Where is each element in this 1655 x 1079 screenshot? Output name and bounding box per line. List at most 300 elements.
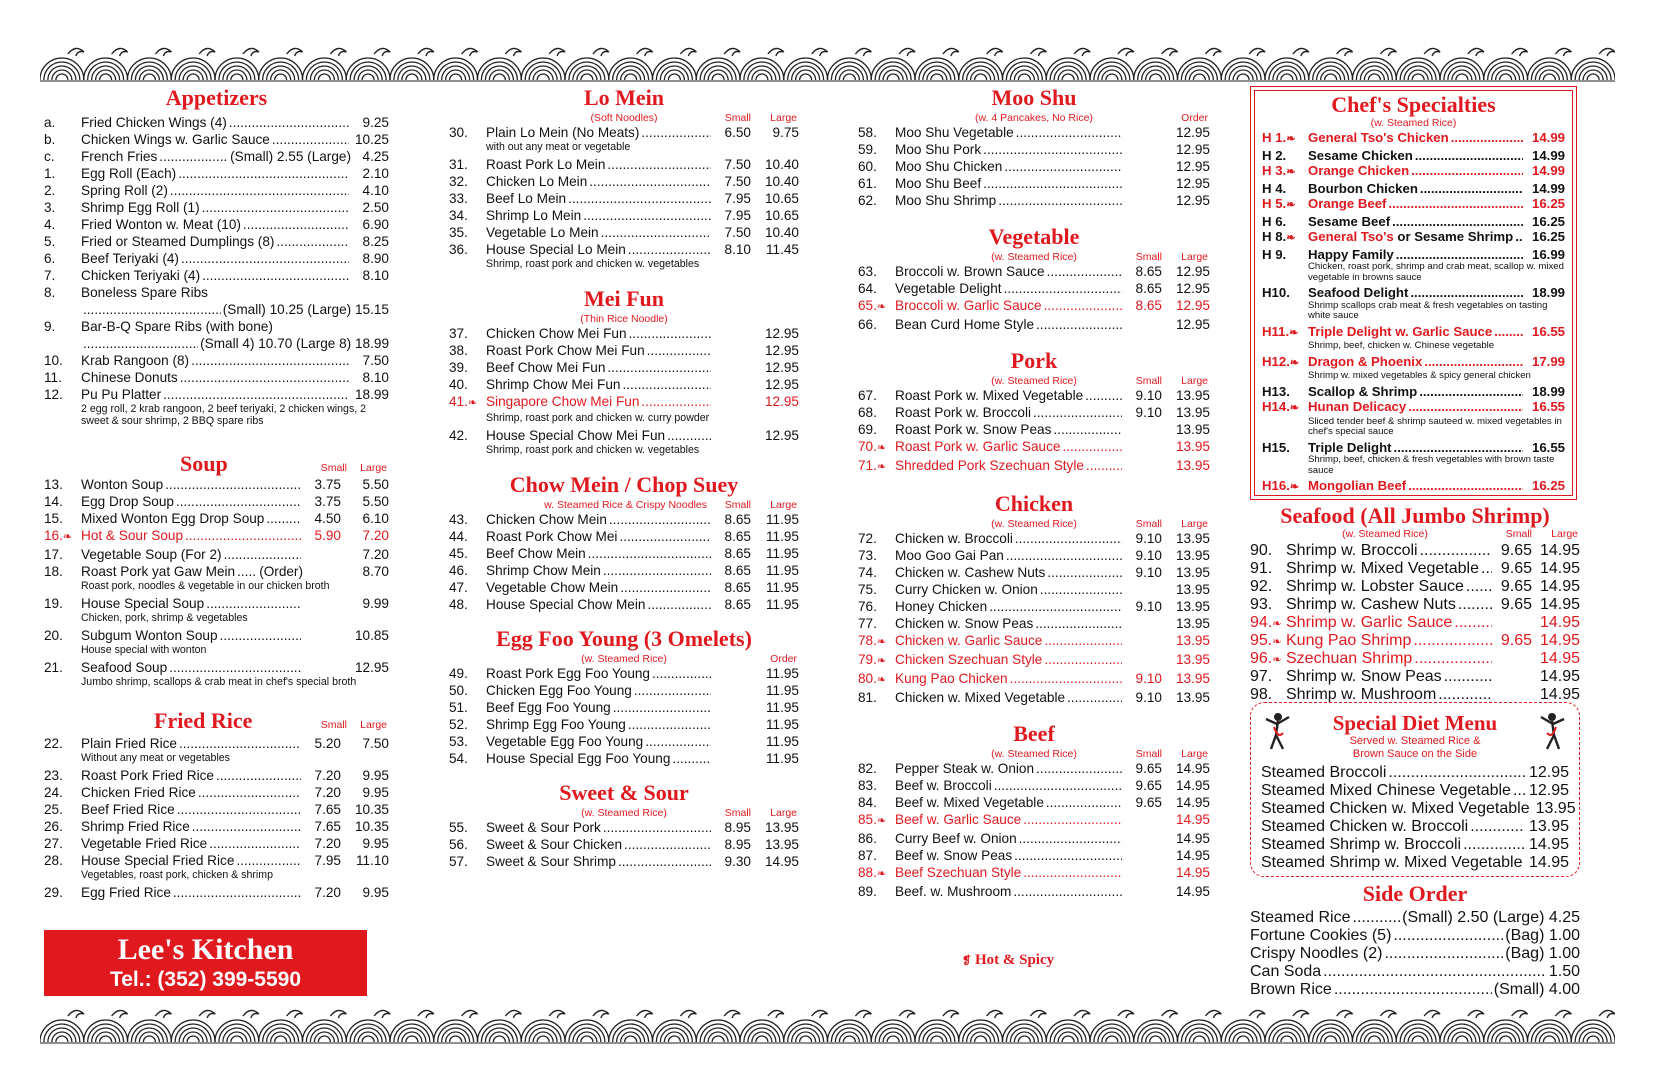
item-number xyxy=(1262,478,1308,496)
item-number xyxy=(1250,578,1286,596)
item-number xyxy=(1262,181,1308,197)
item-price-small: 9.10 xyxy=(1135,405,1162,420)
item-price-large: 10.40 xyxy=(764,225,799,240)
menu-item-row xyxy=(858,192,1210,209)
item-name: Moo Shu Pork xyxy=(895,142,982,157)
menu-item-row xyxy=(449,427,799,444)
menu-item-row xyxy=(44,835,389,852)
item-name: Roast Pork Egg Foo Young xyxy=(486,666,650,681)
item-price-large: 12.95 xyxy=(764,377,799,392)
dot-leader xyxy=(628,716,711,733)
item-description: 2 egg roll, 2 krab rangoon, 2 beef teriyaki, 2 chicken wings, 2 sweet & sour shrimp, 2 BBQ spare ribs xyxy=(81,403,367,427)
dot-leader xyxy=(1023,811,1122,828)
dot-leader xyxy=(243,216,349,233)
menu-item-row xyxy=(449,562,799,579)
menu-item-row xyxy=(1250,927,1580,945)
dot-leader xyxy=(229,114,349,131)
item-price-large: 14.95 xyxy=(1539,560,1580,577)
item-price-large: 9.95 xyxy=(362,768,389,783)
item-number-text: 76. xyxy=(858,599,877,614)
small-header: Small xyxy=(320,719,347,731)
dot-leader xyxy=(989,598,1122,615)
menu-item-row xyxy=(858,777,1210,794)
section-title: Chicken xyxy=(994,491,1074,516)
dot-leader xyxy=(620,579,711,596)
menu-item-row xyxy=(1262,229,1565,247)
item-number xyxy=(44,369,81,386)
item-price-large: 14.95 xyxy=(764,854,799,869)
item-number-text: 20. xyxy=(44,628,63,643)
item-price-large: 12.95 xyxy=(1175,125,1210,140)
item-number xyxy=(44,510,81,527)
item-number-text: 10. xyxy=(44,353,63,368)
item-price: 2.50 xyxy=(362,200,389,215)
item-price-large: 13.95 xyxy=(1528,818,1569,835)
item-name: Chicken Egg Foo Young xyxy=(486,683,632,698)
item-number-text: H10. xyxy=(1262,285,1290,300)
dot-leader xyxy=(1444,668,1492,686)
item-number-text: 74. xyxy=(858,565,877,580)
dot-leader xyxy=(983,175,1122,192)
item-number-text: 18. xyxy=(44,564,63,579)
item-number xyxy=(1262,324,1308,342)
section-lo-mein xyxy=(449,86,799,270)
item-number xyxy=(1250,614,1286,632)
item-name: Hot & Sour Soup xyxy=(81,528,184,543)
item-price: 18.99 xyxy=(354,387,389,402)
item-number-text: 8. xyxy=(44,285,56,300)
dot-leader xyxy=(613,699,711,716)
item-price-large: 14.95 xyxy=(1175,761,1210,776)
chili-icon: ❧ xyxy=(876,674,887,686)
column-1 xyxy=(44,86,389,901)
item-price-small: 7.50 xyxy=(724,157,751,172)
item-number-text: H 8. xyxy=(1262,229,1287,244)
item-list xyxy=(858,263,1210,333)
chili-icon: ❧ xyxy=(876,815,887,827)
item-number-text: 65. xyxy=(858,298,877,313)
item-name: Beef w. Broccoli xyxy=(895,778,992,793)
item-price-large: 14.95 xyxy=(1528,836,1569,853)
small-header: Small xyxy=(1505,528,1532,540)
item-price-small: 8.95 xyxy=(724,837,751,852)
dot-leader xyxy=(191,352,349,369)
item-number xyxy=(44,284,81,301)
item-number xyxy=(44,835,81,852)
item-number-text: 84. xyxy=(858,795,877,810)
section-egg-foo-young xyxy=(449,627,799,767)
item-number-text: 30. xyxy=(449,125,468,140)
special-diet-box xyxy=(1250,702,1580,877)
section-title: Beef xyxy=(1013,721,1055,746)
item-number-text: 59. xyxy=(858,142,877,157)
item-name: Egg Fried Rice xyxy=(81,885,171,900)
menu-item-row xyxy=(44,546,389,563)
dot-leader xyxy=(998,192,1122,209)
small-header: Small xyxy=(1135,748,1162,760)
dot-leader xyxy=(1481,560,1492,578)
menu-item-row xyxy=(858,175,1210,192)
item-description: Roast pork, noodles & vegetable in our chicken broth xyxy=(81,580,330,592)
chili-icon: ❧ xyxy=(876,655,887,667)
item-number-text: 27. xyxy=(44,836,63,851)
item-name: Chicken w. Mixed Vegetable xyxy=(895,690,1066,705)
item-name: Broccoli w. Garlic Sauce xyxy=(895,298,1042,313)
item-price-large: 14.95 xyxy=(1175,884,1210,899)
menu-item-row xyxy=(449,596,799,613)
item-number-text: 70. xyxy=(858,439,877,454)
item-number xyxy=(44,148,81,165)
item-number-text: H12. xyxy=(1262,353,1290,369)
item-name: Shrimp w. Snow Peas xyxy=(1286,668,1442,685)
item-number xyxy=(1250,542,1286,560)
item-number-text: 5. xyxy=(44,234,56,249)
dot-leader xyxy=(1067,689,1122,706)
item-number xyxy=(858,547,895,564)
item-name: Roast Pork Lo Mein xyxy=(486,157,606,172)
dot-leader xyxy=(622,376,711,393)
item-description: Shrimp, roast pork and chicken w. vegetables xyxy=(486,258,700,270)
item-name: Shrimp w. Garlic Sauce xyxy=(1286,614,1453,631)
item-number xyxy=(1262,247,1308,263)
menu-item-row xyxy=(1250,909,1580,927)
item-name: Roast Pork w. Snow Peas xyxy=(895,422,1052,437)
chili-icon: ❧ xyxy=(1286,232,1296,244)
item-number xyxy=(858,847,895,864)
item-number-text: H 3. xyxy=(1262,163,1287,178)
item-name: Singapore Chow Mei Fun xyxy=(486,394,640,409)
item-name: Chicken Wings w. Garlic Sauce xyxy=(81,132,270,147)
item-name: Subgum Wonton Soup xyxy=(81,628,218,643)
section-note: (w. Steamed Rice) xyxy=(581,807,667,819)
menu-item-row xyxy=(858,141,1210,158)
large-header: Large xyxy=(1551,528,1578,540)
menu-item-row xyxy=(1262,130,1565,148)
menu-item-row xyxy=(44,818,389,835)
item-name: Roast Pork yat Gaw Mein xyxy=(81,564,236,579)
item-name: Pepper Steak w. Onion xyxy=(895,761,1035,776)
dot-leader xyxy=(177,801,301,818)
item-name: Curry Chicken w. Onion xyxy=(895,582,1038,597)
dot-leader xyxy=(1004,158,1122,175)
menu-item-row xyxy=(1250,981,1580,999)
item-number-text: 35. xyxy=(449,225,468,240)
item-price: 16.55 xyxy=(1531,399,1565,414)
item-price-large: 11.95 xyxy=(765,512,799,527)
section-appetizers xyxy=(44,86,389,427)
restaurant-phone: Tel.: (352) 399-5590 xyxy=(109,968,302,991)
item-number xyxy=(858,581,895,598)
item-number xyxy=(1262,384,1308,400)
menu-item-row xyxy=(858,830,1210,847)
item-number-text: 80. xyxy=(858,671,877,686)
item-name: Plain Lo Mein (No Meats) xyxy=(486,125,640,140)
dot-leader xyxy=(1494,324,1523,340)
hot-spicy-label: Hot & Spicy xyxy=(974,952,1055,968)
item-name: Broccoli w. Brown Sauce xyxy=(895,264,1045,279)
item-number-text: c. xyxy=(44,149,55,164)
item-number xyxy=(449,733,486,750)
item-list xyxy=(858,124,1210,209)
item-name: Shrimp w. Cashew Nuts xyxy=(1286,596,1456,613)
dot-leader xyxy=(607,156,711,173)
item-number xyxy=(1250,632,1286,650)
item-price-large: 14.95 xyxy=(1539,578,1580,595)
item-price-small: 9.65 xyxy=(1135,761,1162,776)
dot-leader xyxy=(647,342,711,359)
large-header: Large xyxy=(770,499,797,511)
item-number-text: 48. xyxy=(449,597,468,612)
menu-item-row xyxy=(858,883,1210,900)
item-name: Chicken Lo Mein xyxy=(486,174,588,189)
item-number-text: 51. xyxy=(449,700,468,715)
item-name: Roast Pork w. Broccoli xyxy=(895,405,1031,420)
menu-item-row xyxy=(44,627,389,644)
item-name: Moo Shu Vegetable xyxy=(895,125,1014,140)
item-price: 8.10 xyxy=(362,268,389,283)
item-number-text: 92. xyxy=(1250,578,1273,595)
item-number-text: a. xyxy=(44,115,56,130)
item-price-large: 11.95 xyxy=(765,717,799,732)
item-number-text: 85. xyxy=(858,812,877,827)
dot-leader xyxy=(1513,782,1525,800)
item-number xyxy=(858,670,895,689)
item-number-text: 45. xyxy=(449,546,468,561)
item-list xyxy=(449,511,799,613)
item-number-text: 17. xyxy=(44,547,63,562)
item-price-large: 12.95 xyxy=(1175,193,1210,208)
menu-item-row xyxy=(858,794,1210,811)
section-note: (w. 4 Pancakes, No Rice) xyxy=(975,112,1093,124)
item-number-text: 89. xyxy=(858,884,877,899)
item-number xyxy=(44,199,81,216)
menu-item-row xyxy=(44,165,389,182)
item-price-small: 7.50 xyxy=(724,174,751,189)
column-3 xyxy=(858,86,1210,900)
item-price-large: 13.95 xyxy=(1175,388,1210,403)
item-price-large: 13.95 xyxy=(1175,405,1210,420)
item-number xyxy=(449,359,486,376)
item-name: Fried Chicken Wings (4) xyxy=(81,115,227,130)
dot-leader xyxy=(1053,421,1122,438)
item-number-text: 46. xyxy=(449,563,468,578)
dot-leader xyxy=(237,563,257,580)
item-name: House Special Chow Mei Fun xyxy=(486,428,666,443)
item-number-text: 82. xyxy=(858,761,877,776)
section-note: (w. Steamed Rice) xyxy=(991,375,1077,387)
item-list xyxy=(449,665,799,767)
item-number-text: 71. xyxy=(858,458,877,473)
menu-item-row xyxy=(44,735,389,752)
menu-item-row xyxy=(449,545,799,562)
item-number-text: b. xyxy=(44,132,56,147)
menu-item-row xyxy=(858,847,1210,864)
dancer-figure-icon xyxy=(1261,709,1295,753)
item-price-small: 6.50 xyxy=(724,125,751,140)
menu-item-row xyxy=(44,148,389,165)
item-price-large: 14.95 xyxy=(1539,614,1580,631)
item-price-large: 14.95 xyxy=(1539,542,1580,559)
item-number xyxy=(858,421,895,438)
menu-item-row xyxy=(1261,782,1569,800)
item-price-large: 11.95 xyxy=(765,666,799,681)
item-name: Scallop & Shrimp xyxy=(1308,383,1418,399)
dot-leader xyxy=(1044,297,1122,314)
large-header: Large xyxy=(1181,375,1208,387)
item-number-text: 24. xyxy=(44,785,63,800)
item-number xyxy=(1262,285,1308,301)
item-price-small: 9.10 xyxy=(1135,690,1162,705)
menu-item-row xyxy=(1262,247,1565,263)
menu-item-row xyxy=(1262,196,1565,214)
chili-icon: ❧ xyxy=(1289,402,1300,414)
small-header: Small xyxy=(724,807,751,819)
item-price-small: 7.20 xyxy=(314,768,341,783)
item-price-large: 11.45 xyxy=(765,242,799,257)
item-price-large: 13.95 xyxy=(1175,690,1210,705)
chili-icon: ❧ xyxy=(876,461,887,473)
item-price-large: 11.95 xyxy=(765,563,799,578)
item-price-large: 14.95 xyxy=(1539,668,1580,685)
section-title: Egg Foo Young (3 Omelets) xyxy=(496,626,752,651)
item-number xyxy=(449,342,486,359)
item-number xyxy=(449,699,486,716)
section-note: (w. Steamed Rice) xyxy=(991,748,1077,760)
item-name: Steamed Shrimp w. Mixed Vegetable xyxy=(1261,854,1523,871)
chili-icon: ❧ xyxy=(876,301,887,313)
item-price-small: 8.65 xyxy=(1135,298,1162,313)
item-price-small: 8.65 xyxy=(724,563,751,578)
item-price-large: 14.95 xyxy=(1175,812,1210,827)
item-price-small: 8.65 xyxy=(724,546,751,561)
item-name: Chicken Szechuan Style xyxy=(895,652,1043,667)
section-note: (w. Steamed Rice) xyxy=(1342,528,1428,540)
section-note: w. Steamed Rice & Crispy Noodles xyxy=(544,499,707,511)
item-price-small: 7.65 xyxy=(314,819,341,834)
item-name: Steamed Shrimp w. Broccoli xyxy=(1261,836,1462,853)
item-description: House special with wonton xyxy=(81,644,207,656)
section-title: Mei Fun xyxy=(583,286,665,311)
menu-item-row xyxy=(1262,354,1565,372)
item-number xyxy=(449,528,486,545)
item-number-text: 6. xyxy=(44,251,56,266)
chili-icon: ❧ xyxy=(467,397,478,409)
menu-item-row xyxy=(1250,578,1580,596)
item-number xyxy=(449,716,486,733)
item-number-text: 9. xyxy=(44,319,56,334)
item-price-small: 8.65 xyxy=(724,580,751,595)
item-price-large: 13.95 xyxy=(764,820,799,835)
item-price-large: 12.95 xyxy=(1175,264,1210,279)
item-name: House Special Lo Mein xyxy=(486,242,626,257)
item-price-large: 13.95 xyxy=(1175,652,1210,667)
item-number xyxy=(449,190,486,207)
section-vegetable xyxy=(858,225,1210,333)
menu-item-row xyxy=(858,581,1210,598)
item-number-text: H11. xyxy=(1262,323,1290,339)
item-number xyxy=(858,883,895,900)
chili-icon: ❧ xyxy=(876,868,887,880)
dot-leader xyxy=(1044,651,1122,668)
menu-item-row xyxy=(44,563,389,580)
item-price: 16.55 xyxy=(1531,323,1565,339)
large-header: Large xyxy=(360,719,387,731)
item-number-text: 64. xyxy=(858,281,877,296)
item-name: Chicken Chow Mei Fun xyxy=(486,326,627,341)
item-price-large: 10.35 xyxy=(354,819,389,834)
item-price-small: 3.75 xyxy=(314,494,341,509)
item-price: 1.50 xyxy=(1548,963,1580,980)
menu-item-row xyxy=(449,836,799,853)
dot-leader xyxy=(179,735,301,752)
section-title: Appetizers xyxy=(165,85,268,110)
item-price-large: 11.95 xyxy=(765,529,799,544)
item-description: Shrimp, roast pork and chicken w. vegetables xyxy=(486,444,700,456)
dot-leader xyxy=(1419,384,1523,400)
item-price-large: 12.95 xyxy=(764,326,799,341)
menu-item-row xyxy=(1261,800,1576,818)
menu-item-row xyxy=(858,632,1210,651)
small-header: Small xyxy=(724,499,751,511)
item-number xyxy=(449,836,486,853)
item-price-small: 9.10 xyxy=(1135,599,1162,614)
menu-item-row xyxy=(44,352,389,369)
large-header: Large xyxy=(1181,748,1208,760)
dot-leader xyxy=(276,233,349,250)
item-list xyxy=(1250,542,1580,704)
item-name: Plain Fried Rice xyxy=(81,736,177,751)
item-number-text: 77. xyxy=(858,616,877,631)
menu-item-row xyxy=(858,297,1210,316)
item-number-text: 12. xyxy=(44,387,63,402)
menu-item-row xyxy=(858,547,1210,564)
dot-leader xyxy=(1334,981,1492,999)
dot-leader xyxy=(1420,542,1492,560)
menu-item-row xyxy=(1262,324,1565,342)
item-name: House Special Soup xyxy=(81,596,205,611)
menu-item-row xyxy=(449,224,799,241)
item-name: Sweet & Sour Pork xyxy=(486,820,601,835)
item-name: Steamed Broccoli xyxy=(1261,764,1387,781)
dot-leader xyxy=(634,682,711,699)
item-number xyxy=(449,241,486,258)
menu-item-row xyxy=(44,493,389,510)
item-number xyxy=(858,632,895,651)
item-name: Shrimp Lo Mein xyxy=(486,208,582,223)
item-number-text: 23. xyxy=(44,768,63,783)
item-price-small: 9.65 xyxy=(1135,795,1162,810)
item-price-large: 13.95 xyxy=(1175,531,1210,546)
item-number-text: 42. xyxy=(449,428,468,443)
item-name: Fried or Steamed Dumplings (8) xyxy=(81,234,275,249)
item-number xyxy=(449,427,486,444)
item-name: Brown Rice xyxy=(1250,981,1332,998)
menu-item-row xyxy=(1250,596,1580,614)
item-name: French Fries xyxy=(81,149,158,164)
chili-icon: ❧ xyxy=(1286,166,1296,178)
menu-item-row xyxy=(44,216,389,233)
dot-leader xyxy=(1424,354,1523,370)
item-name: Vegetable Chow Mein xyxy=(486,580,619,595)
item-number xyxy=(1262,440,1308,456)
section-title: Soup xyxy=(180,451,228,476)
menu-item-row xyxy=(44,233,389,250)
dot-leader xyxy=(1392,214,1523,230)
item-name: Chinese Donuts xyxy=(81,370,178,385)
dot-leader xyxy=(216,767,301,784)
item-name: Chicken Chow Mein xyxy=(486,512,607,527)
item-number xyxy=(858,192,895,209)
